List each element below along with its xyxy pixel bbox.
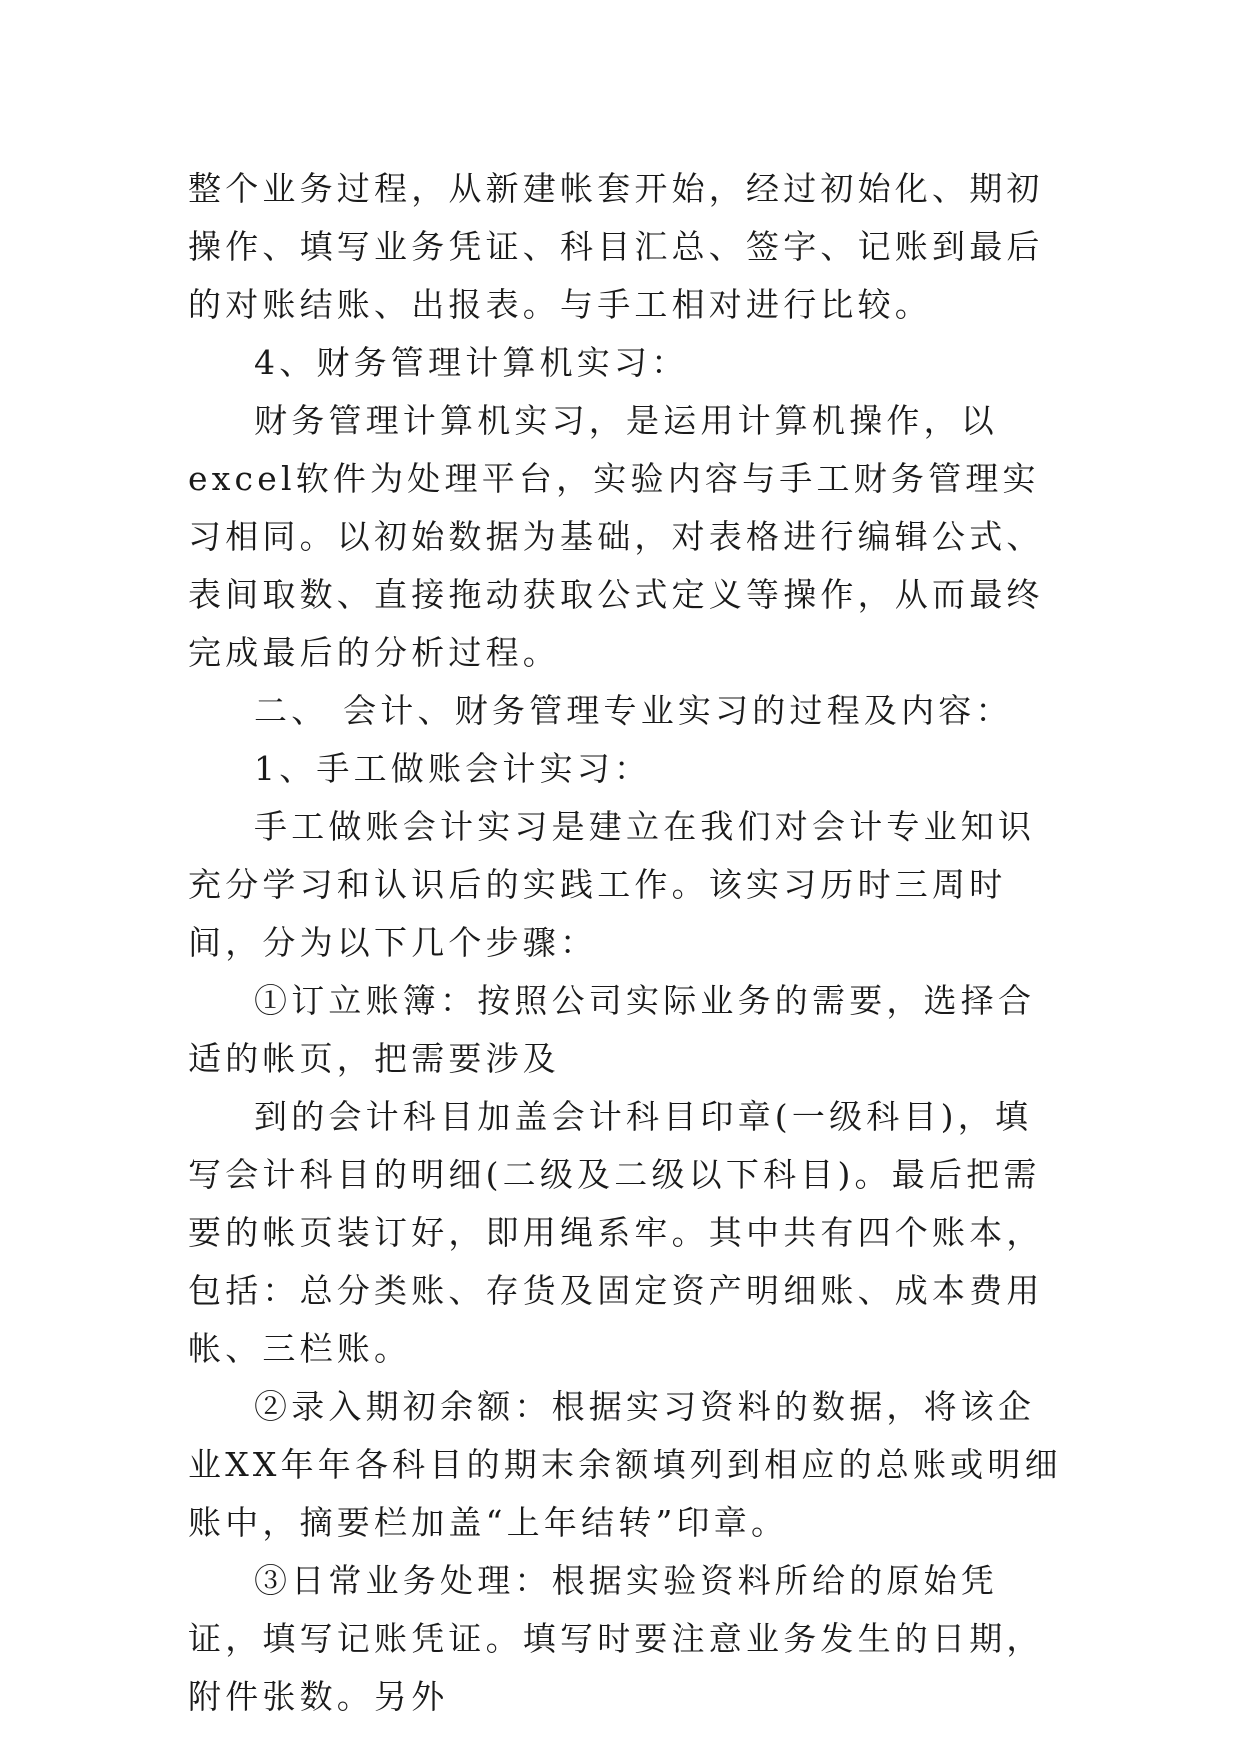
paragraph-6: 手工做账会计实习是建立在我们对会计专业知识充分学习和认识后的实践工作。该实习历时三周时间，分为以下几个步骤： bbox=[188, 807, 1036, 962]
paragraph-10: ③日常业务处理：根据实验资料所给的原始凭证，填写记账凭证。填写时要注意业务发生的日期，附件张数。另外 bbox=[188, 1561, 1044, 1716]
paragraph-4-heading: 二、 会计、财务管理专业实习的过程及内容： bbox=[254, 691, 1013, 730]
paragraph-8: 到的会计科目加盖会计科目印章(一级科目)，填写会计科目的明细(二级及二级以下科目)。最后把需要的帐页装订好，即用绳系牢。其中共有四个账本，包括：总分类账、存货及固定资产明细账、成本费用帐、三栏账。 bbox=[188, 1097, 1044, 1368]
paragraph-7: ①订立账簿：按照公司实际业务的需要，选择合适的帐页，把需要涉及 bbox=[188, 981, 1036, 1078]
paragraph-1: 整个业务过程，从新建帐套开始，经过初始化、期初操作、填写业务凭证、科目汇总、签字、记账到最后的对账结账、出报表。与手工相对进行比较。 bbox=[188, 169, 1044, 324]
paragraph-2-heading: 4、财务管理计算机实习： bbox=[254, 343, 689, 382]
document-body bbox=[188, 160, 1068, 1726]
paragraph-5-heading: 1、手工做账会计实习： bbox=[254, 749, 652, 788]
paragraph-9: ②录入期初余额：根据实习资料的数据，将该企业XX年年各科目的期末余额填列到相应的总账或明细账中，摘要栏加盖“上年结转”印章。 bbox=[188, 1387, 1062, 1542]
paragraph-3: 财务管理计算机实习，是运用计算机操作，以excel软件为处理平台，实验内容与手工财务管理实习相同。以初始数据为基础，对表格进行编辑公式、表间取数、直接拖动获取公式定义等操作，从而最终完成最后的分析过程。 bbox=[188, 401, 1044, 672]
